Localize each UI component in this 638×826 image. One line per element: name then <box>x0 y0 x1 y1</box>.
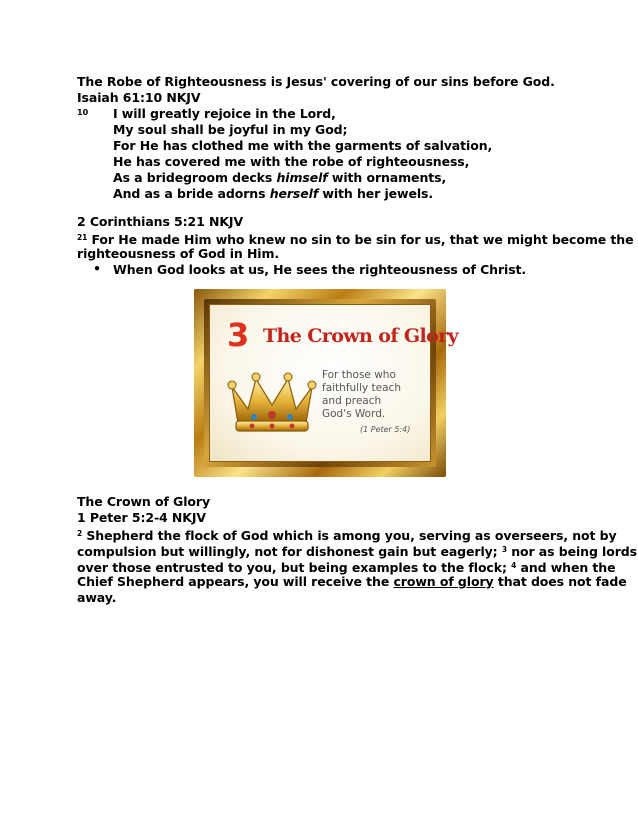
isaiah-line-2: My soul shall be joyful in my God; <box>113 122 348 137</box>
italic-word: himself <box>276 170 328 185</box>
peter-line-1: $^2$ Shepherd the flock of God which is among you, serving as overseers, not by <box>77 528 617 543</box>
image-reference: (1 Peter 5:4) <box>360 425 411 434</box>
bullet-icon: • <box>93 261 101 276</box>
italic-word: herself <box>269 186 319 201</box>
image-caption: For those who faithfully teach and preach God's Word. <box>322 369 401 420</box>
crown-of-glory-image <box>194 289 459 477</box>
image-canvas <box>209 304 459 462</box>
isaiah-line-1: I will greatly rejoice in the Lord, <box>113 106 336 121</box>
section-heading: The Crown of Glory <box>77 494 211 509</box>
image-title: The Crown of Glory <box>263 325 459 347</box>
verse-number: 10 <box>77 108 89 117</box>
verse-number: 4 <box>511 561 517 570</box>
peter-reference: 1 Peter 5:2-4 NKJV <box>77 510 206 525</box>
peter-line-3: over those entrusted to you, but being examples to the flock; $^4$ and when the <box>77 560 616 575</box>
isaiah-line-4: He has covered me with the robe of righteousness, <box>113 154 470 169</box>
verse-number: 21 <box>77 233 88 242</box>
image-number: 3 <box>227 316 250 354</box>
peter-line-5: away. <box>77 590 117 605</box>
intro-line: The Robe of Righteousness is Jesus' covering of our sins before God. <box>77 74 555 89</box>
verse-number: 3 <box>501 545 507 554</box>
crown-icon <box>224 365 320 439</box>
corinthians-reference: 2 Corinthians 5:21 NKJV <box>77 214 244 229</box>
corinthians-line-2: righteousness of God in Him. <box>77 246 280 261</box>
isaiah-reference: Isaiah 61:10 NKJV <box>77 90 201 105</box>
peter-line-4: Chief Shepherd appears, you will receive the crown of glory that does not fade <box>77 574 627 589</box>
peter-line-2: compulsion but willingly, not for dishonest gain but eagerly; $^3$ nor as being lords <box>77 544 637 559</box>
isaiah-line-5: As a bridegroom decks himself with ornaments, <box>113 170 447 185</box>
crown-of-glory-link[interactable]: crown of glory <box>393 574 494 589</box>
isaiah-line-3: For He has clothed me with the garments of salvation, <box>113 138 493 153</box>
isaiah-line-6: And as a bride adorns herself with her jewels. <box>113 186 434 201</box>
corinthians-line-1: $^{21}$ For He made Him who knew no sin to be sin for us, that we might become the <box>77 232 634 247</box>
bullet-text: When God looks at us, He sees the righteousness of Christ. <box>113 262 527 277</box>
verse-number: 2 <box>77 529 83 538</box>
